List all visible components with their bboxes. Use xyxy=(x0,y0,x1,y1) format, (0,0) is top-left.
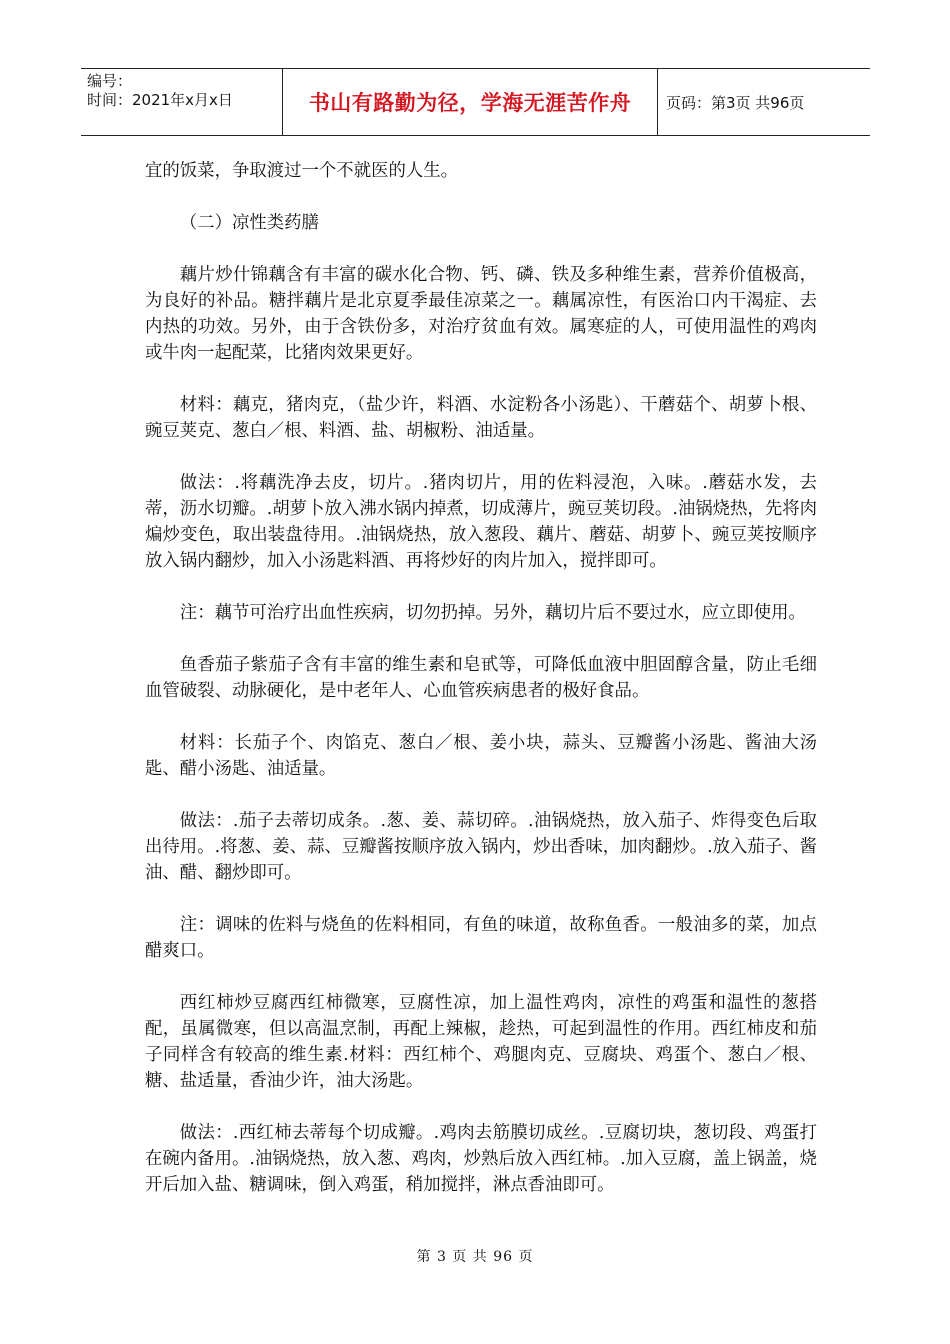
page-footer: 第 3 页 共 96 页 xyxy=(416,1249,534,1265)
paragraph: 做法：.将藕洗净去皮，切片。.猪肉切片，用的佐料浸泡，入味。.蘑菇水发，去蒂，沥水切瓣。.胡萝卜放入沸水锅内掉煮，切成薄片，豌豆荚切段。.油锅烧热，先将肉煸炒变色，取出装盘待用。.油锅烧热，放入葱段、藕片、蘑菇、胡萝卜、豌豆荚按顺序放入锅内翻炒，加入小汤匙料酒、再将炒好的肉片加入，搅拌即可。 xyxy=(145,473,817,571)
document-date: 时间：2021年x月x日 xyxy=(87,91,233,109)
paragraph: 注：藕节可治疗出血性疾病，切勿扔掉。另外，藕切片后不要过水，应立即使用。 xyxy=(179,603,806,623)
header-motto: 书山有路勤为径，学海无涯苦作舟 xyxy=(283,69,658,135)
paragraph: 鱼香茄子紫茄子含有丰富的维生素和皂甙等，可降低血液中胆固醇含量，防止毛细血管破裂、动脉硬化，是中老年人、心血管疾病患者的极好食品。 xyxy=(145,655,817,701)
paragraph: 做法：.西红柿去蒂每个切成瓣。.鸡肉去筋膜切成丝。.豆腐切块，葱切段、鸡蛋打在碗内备用。.油锅烧热，放入葱、鸡肉，炒熟后放入西红柿。.加入豆腐，盖上锅盖，烧开后加入盐、糖调味，倒入鸡蛋，稍加搅拌，淋点香油即可。 xyxy=(145,1123,817,1195)
header-meta xyxy=(81,69,283,135)
paragraph: 材料：长茄子个、肉馅克、葱白／根、姜小块，蒜头、豆瓣酱小汤匙、酱油大汤匙、醋小汤匙、油适量。 xyxy=(145,733,817,779)
paragraph: 做法：.茄子去蒂切成条。.葱、姜、蒜切碎。.油锅烧热，放入茄子、炸得变色后取出待用。.将葱、姜、蒜、豆瓣酱按顺序放入锅内，炒出香味，加肉翻炒。.放入茄子、酱油、醋、翻炒即可。 xyxy=(145,811,817,883)
header-page-info: 页码：第3页 共96页 xyxy=(666,93,805,112)
document-header xyxy=(81,68,870,136)
section-heading: （二）凉性类药膳 xyxy=(179,213,319,233)
document-body xyxy=(145,158,817,1224)
paragraph: 西红柿炒豆腐西红柿微寒，豆腐性凉，加上温性鸡肉，凉性的鸡蛋和温性的葱搭配，虽属微寒，但以高温烹制，再配上辣椒，趁热，可起到温性的作用。西红柿皮和茄子同样含有较高的维生素.材料：西红柿个、鸡腿肉克、豆腐块、鸡蛋个、葱白／根、糖、盐适量，香油少许，油大汤匙。 xyxy=(145,993,817,1091)
paragraph: 材料：藕克，猪肉克，（盐少许，料酒、水淀粉各小汤匙）、干蘑菇个、胡萝卜根、豌豆荚克、葱白／根、料酒、盐、胡椒粉、油适量。 xyxy=(145,395,817,441)
document-number: 编号： xyxy=(87,72,133,90)
paragraph: 注：调味的佐料与烧鱼的佐料相同，有鱼的味道，故称鱼香。一般油多的菜，加点醋爽口。 xyxy=(145,915,817,961)
paragraph: 宜的饭菜，争取渡过一个不就医的人生。 xyxy=(145,161,459,181)
paragraph: 藕片炒什锦藕含有丰富的碳水化合物、钙、磷、铁及多种维生素，营养价值极高，为良好的补品。糖拌藕片是北京夏季最佳凉菜之一。藕属凉性，有医治口内干渴症、去内热的功效。另外，由于含铁份多，对治疗贫血有效。属寒症的人，可使用温性的鸡肉或牛肉一起配菜，比猪肉效果更好。 xyxy=(145,265,817,363)
